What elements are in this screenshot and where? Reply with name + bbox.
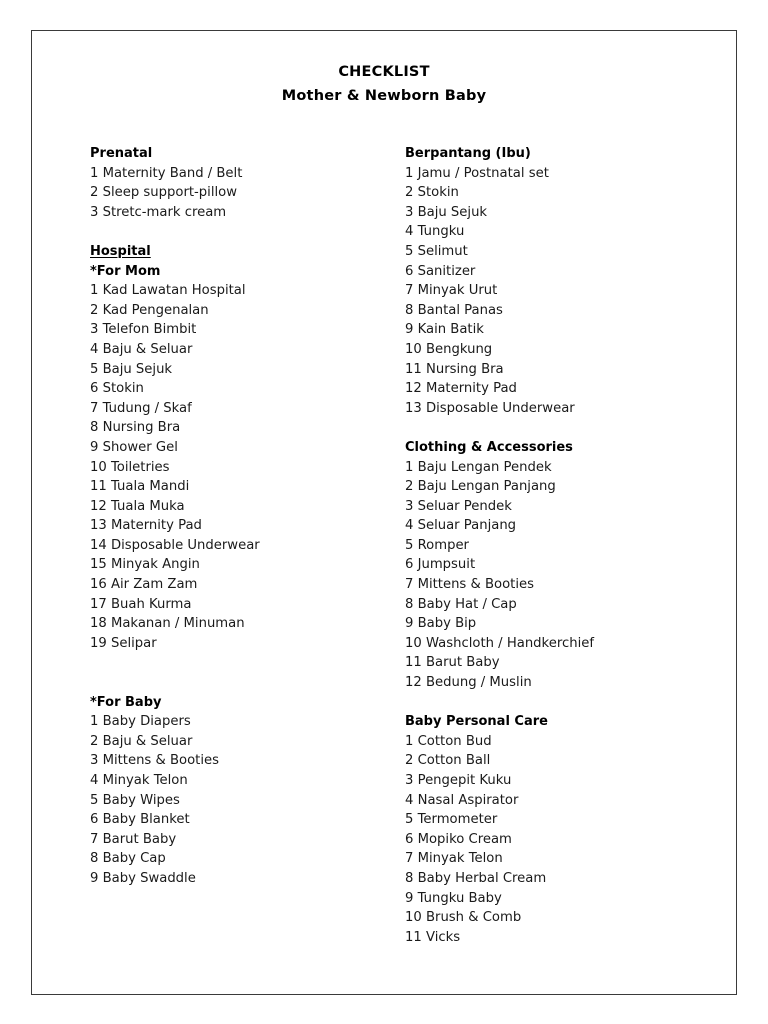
checklist-item: 10 Bengkung <box>405 341 493 357</box>
checklist-section-prenatal <box>90 144 390 222</box>
checklist-item: 16 Air Zam Zam <box>90 577 198 593</box>
checklist-item: 10 Toiletries <box>90 459 170 475</box>
checklist-item: 3 Mittens & Booties <box>90 753 219 769</box>
checklist-item: 1 Kad Lawatan Hospital <box>90 283 246 299</box>
section-spacer <box>405 693 715 713</box>
document-title-block <box>32 60 736 108</box>
checklist-item: 6 Mopiko Cream <box>405 831 512 847</box>
checklist-item: 15 Minyak Angin <box>90 557 200 573</box>
checklist-item: 6 Sanitizer <box>405 263 476 279</box>
checklist-item: 13 Maternity Pad <box>90 518 202 534</box>
checklist-item: 18 Makanan / Minuman <box>90 616 245 632</box>
checklist-item: 8 Baby Herbal Cream <box>405 870 547 886</box>
page-title-line-1: CHECKLIST <box>338 64 430 80</box>
checklist-item: 7 Barut Baby <box>90 831 177 847</box>
checklist-item: 6 Baby Blanket <box>90 812 190 828</box>
checklist-item: 2 Kad Pengenalan <box>90 302 209 318</box>
checklist-item: 13 Disposable Underwear <box>405 400 575 416</box>
checklist-item: 11 Tuala Mandi <box>90 479 190 495</box>
checklist-item: 8 Baby Cap <box>90 851 166 867</box>
checklist-item: 3 Telefon Bimbit <box>90 322 197 338</box>
section-heading: Hospital <box>90 243 151 259</box>
section-spacer <box>405 418 715 438</box>
checklist-item: 2 Stokin <box>405 185 459 201</box>
checklist-item: 14 Disposable Underwear <box>90 537 260 553</box>
page-title-line-2: Mother & Newborn Baby <box>281 88 487 104</box>
checklist-column-left <box>90 144 390 889</box>
checklist-item: 11 Vicks <box>405 929 461 945</box>
checklist-item: 9 Baby Bip <box>405 616 477 632</box>
checklist-item: 11 Barut Baby <box>405 655 500 671</box>
checklist-item: 2 Baju & Seluar <box>90 733 193 749</box>
checklist-item: 6 Stokin <box>90 381 144 397</box>
checklist-item: 17 Buah Kurma <box>90 596 192 612</box>
section-heading: Prenatal <box>90 146 153 161</box>
section-heading: Berpantang (Ibu) <box>405 146 531 161</box>
checklist-item: 1 Baby Diapers <box>90 714 191 730</box>
checklist-item: 7 Tudung / Skaf <box>90 400 192 416</box>
checklist-item: 8 Nursing Bra <box>90 420 181 436</box>
checklist-item: 3 Seluar Pendek <box>405 498 512 514</box>
checklist-item: 3 Baju Sejuk <box>405 204 488 220</box>
checklist-item: 5 Baju Sejuk <box>90 361 173 377</box>
checklist-item: 4 Baju & Seluar <box>90 341 193 357</box>
checklist-item: 11 Nursing Bra <box>405 361 504 377</box>
checklist-item: 1 Baju Lengan Pendek <box>405 459 552 475</box>
checklist-item: 7 Minyak Telon <box>405 851 503 867</box>
checklist-item: 1 Maternity Band / Belt <box>90 165 243 181</box>
checklist-item: 3 Pengepit Kuku <box>405 773 512 788</box>
checklist-item: 10 Washcloth / Handkerchief <box>405 635 594 651</box>
checklist-item: 1 Cotton Bud <box>405 733 492 749</box>
checklist-item: 4 Nasal Aspirator <box>405 792 519 808</box>
section-spacer <box>90 222 390 242</box>
checklist-item: 12 Tuala Muka <box>90 498 185 514</box>
checklist-item: 19 Selipar <box>90 635 157 651</box>
checklist-section-for-baby <box>90 693 390 889</box>
checklist-item: 12 Bedung / Muslin <box>405 675 532 691</box>
checklist-item: 9 Shower Gel <box>90 439 178 455</box>
checklist-section-clothing-accessories <box>405 438 715 693</box>
checklist-section-baby-personal-care <box>405 712 715 947</box>
section-heading: Clothing & Accessories <box>405 439 573 455</box>
checklist-item: 9 Tungku Baby <box>405 890 502 906</box>
checklist-item: 12 Maternity Pad <box>405 381 517 397</box>
checklist-item: 8 Baby Hat / Cap <box>405 596 517 612</box>
checklist-item: 1 Jamu / Postnatal set <box>405 165 549 181</box>
checklist-item: 5 Selimut <box>405 243 468 259</box>
checklist-column-right <box>405 144 715 947</box>
checklist-item: 5 Termometer <box>405 812 498 828</box>
checklist-item: 4 Minyak Telon <box>90 773 188 788</box>
checklist-item: 4 Tungku <box>405 224 465 240</box>
checklist-item: 5 Baby Wipes <box>90 792 180 808</box>
checklist-columns <box>32 144 736 974</box>
checklist-item: 2 Cotton Ball <box>405 753 491 769</box>
checklist-item: 2 Baju Lengan Panjang <box>405 479 556 495</box>
section-heading: Baby Personal Care <box>405 714 548 730</box>
checklist-item: 6 Jumpsuit <box>405 557 476 573</box>
checklist-section-hospital <box>90 242 390 653</box>
section-heading: *For Baby <box>90 694 162 710</box>
checklist-item: 7 Minyak Urut <box>405 283 498 299</box>
section-subheading: *For Mom <box>90 263 161 279</box>
checklist-item: 3 Stretc-mark cream <box>90 204 227 220</box>
checklist-item: 8 Bantal Panas <box>405 302 503 318</box>
document-page <box>31 30 737 995</box>
checklist-item: 9 Kain Batik <box>405 322 484 338</box>
section-spacer <box>90 653 390 692</box>
checklist-item: 10 Brush & Comb <box>405 910 522 926</box>
checklist-item: 4 Seluar Panjang <box>405 518 517 534</box>
checklist-item: 5 Romper <box>405 537 469 553</box>
checklist-section-berpantang-ibu <box>405 144 715 418</box>
checklist-item: 7 Mittens & Booties <box>405 577 534 593</box>
checklist-item: 9 Baby Swaddle <box>90 870 196 886</box>
checklist-item: 2 Sleep support-pillow <box>90 185 238 201</box>
